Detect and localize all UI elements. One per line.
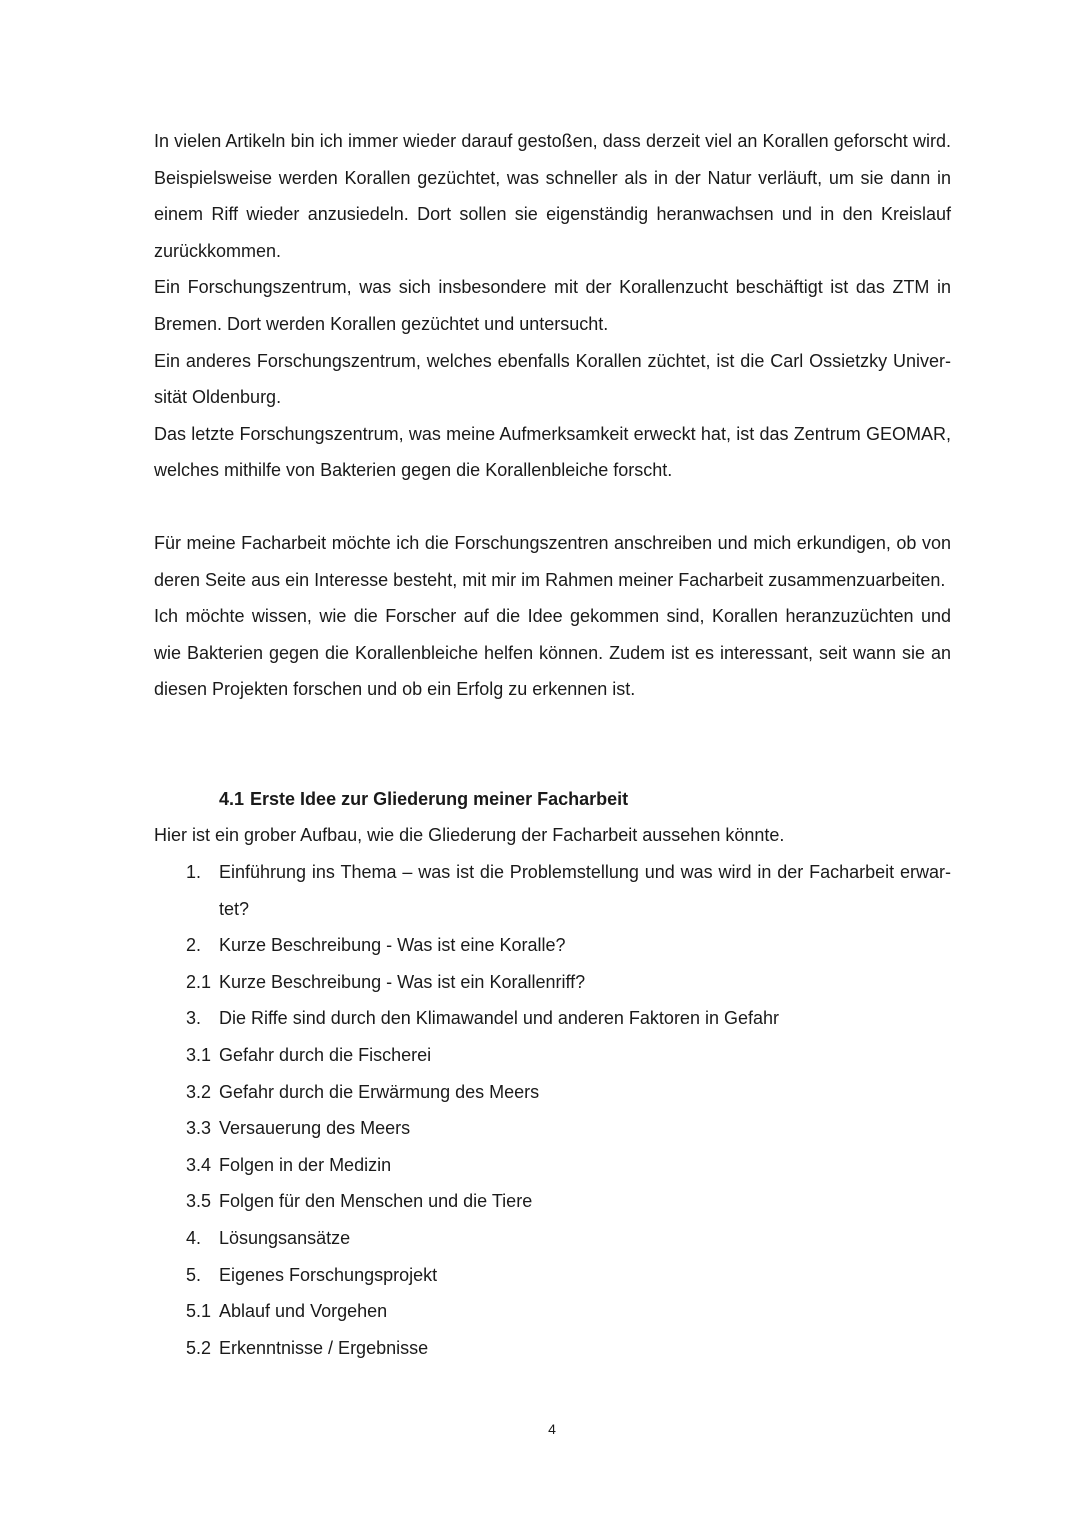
outline-item-number: 5.2 (186, 1337, 212, 1358)
outline-item-text: Versauerung des Meers (219, 1118, 411, 1139)
section-number: 4.1 (219, 789, 245, 809)
outline-item-number: 2. (186, 935, 202, 956)
outline-item-text: Einführung ins Thema – was ist die Problemstellung und was wird in der Facharbeit erwartet? (219, 862, 951, 919)
page-number: 4 (548, 1421, 556, 1437)
paragraph: In vielen Artikeln bin ich immer wieder darauf gestoßen, dass derzeit viel an Korallen geforscht wird. Beispielsweise werden Korallen gezüchtet, was schneller als in der Natur verläuft, um sie dann in einem Riff wieder anzusiedeln. Dort sollen sie eigenständig heranwachsen und in den Kreislauf zurückkommen. (154, 131, 951, 261)
outline-item-text: Erkenntnisse / Ergebnisse (219, 1337, 429, 1358)
outline-item (186, 1257, 951, 1294)
outline-item (186, 964, 951, 1001)
outline-item (186, 1074, 951, 1111)
plan-section (154, 525, 951, 708)
outline-item (186, 1110, 951, 1147)
outline-item (186, 1183, 951, 1220)
outline-item-number: 3.3 (186, 1118, 212, 1139)
outline-item-text: Gefahr durch die Erwärmung des Meers (219, 1081, 540, 1102)
research-centers-section (154, 123, 951, 489)
outline-item-number: 1. (186, 862, 202, 882)
paragraph: Ich möchte wissen, wie die Forscher auf die Idee gekommen sind, Korallen heranzuzüchten und wie Bakterien gegen die Korallenbleiche helfen können. Zudem ist es interessant, seit wann sie an diesen Projekten forschen und ob ein Erfolg zu erkennen ist. (154, 606, 951, 700)
outline-item (186, 927, 951, 964)
outline-item (186, 1000, 951, 1037)
outline-item-text: Kurze Beschreibung - Was ist ein Korallenriff? (219, 971, 586, 992)
outline-item-text: Gefahr durch die Fischerei (219, 1044, 432, 1065)
outline-item (186, 1330, 951, 1367)
outline-item-text: Die Riffe sind durch den Klimawandel und anderen Faktoren in Gefahr (219, 1008, 779, 1029)
paragraph: Ein Forschungszentrum, was sich insbesondere mit der Korallenzucht beschäftigt ist das ZTM in Bremen. Dort werden Korallen gezüchtet und untersucht. (154, 277, 951, 334)
outline-item (186, 854, 951, 927)
outline-list (186, 854, 951, 1366)
outline-item-number: 3.4 (186, 1154, 212, 1175)
outline-item-text: Folgen in der Medizin (219, 1154, 392, 1175)
outline-item-text: Folgen für den Menschen und die Tiere (219, 1191, 533, 1212)
outline-item-text: Lösungsansätze (219, 1227, 351, 1248)
paragraph: Für meine Facharbeit möchte ich die Forschungszentren anschreiben und mich erkundigen, ob von deren Seite aus ein Interesse besteht, mit mir im Rahmen meiner Facharbeit zusammenzuarbeiten. (154, 533, 951, 590)
outline-item-text: Kurze Beschreibung - Was ist eine Koralle? (219, 935, 566, 956)
paragraph: Das letzte Forschungszentrum, was meine Aufmerksamkeit erweckt hat, ist das Zentrum GEOMAR, welches mithilfe von Bakterien gegen die Korallenbleiche forscht. (154, 423, 951, 481)
outline-item (186, 1293, 951, 1330)
section-title: Erste Idee zur Gliederung meiner Facharbeit (250, 789, 629, 809)
outline-item-text: Eigenes Forschungsprojekt (219, 1264, 438, 1285)
outline-item-number: 3. (186, 1008, 202, 1029)
outline-item-number: 3.5 (186, 1191, 212, 1212)
outline-item-number: 3.2 (186, 1081, 212, 1102)
outline-item-number: 5. (186, 1264, 202, 1285)
outline-item-text: Ablauf und Vorgehen (219, 1301, 388, 1322)
outline-item-number: 3.1 (186, 1044, 212, 1065)
outline-intro: Hier ist ein grober Aufbau, wie die Gliederung der Facharbeit aussehen könnte. (154, 825, 785, 845)
section-heading (219, 781, 628, 818)
outline-item (186, 1147, 951, 1184)
outline-item (186, 1037, 951, 1074)
outline-item-number: 4. (186, 1227, 202, 1248)
outline-item-number: 2.1 (186, 971, 212, 992)
outline-item-number: 5.1 (186, 1301, 212, 1322)
paragraph: Ein anderes Forschungszentrum, welches ebenfalls Korallen züchtet, ist die Carl Ossietzky Universität Oldenburg. (154, 350, 951, 408)
outline-item (186, 1220, 951, 1257)
